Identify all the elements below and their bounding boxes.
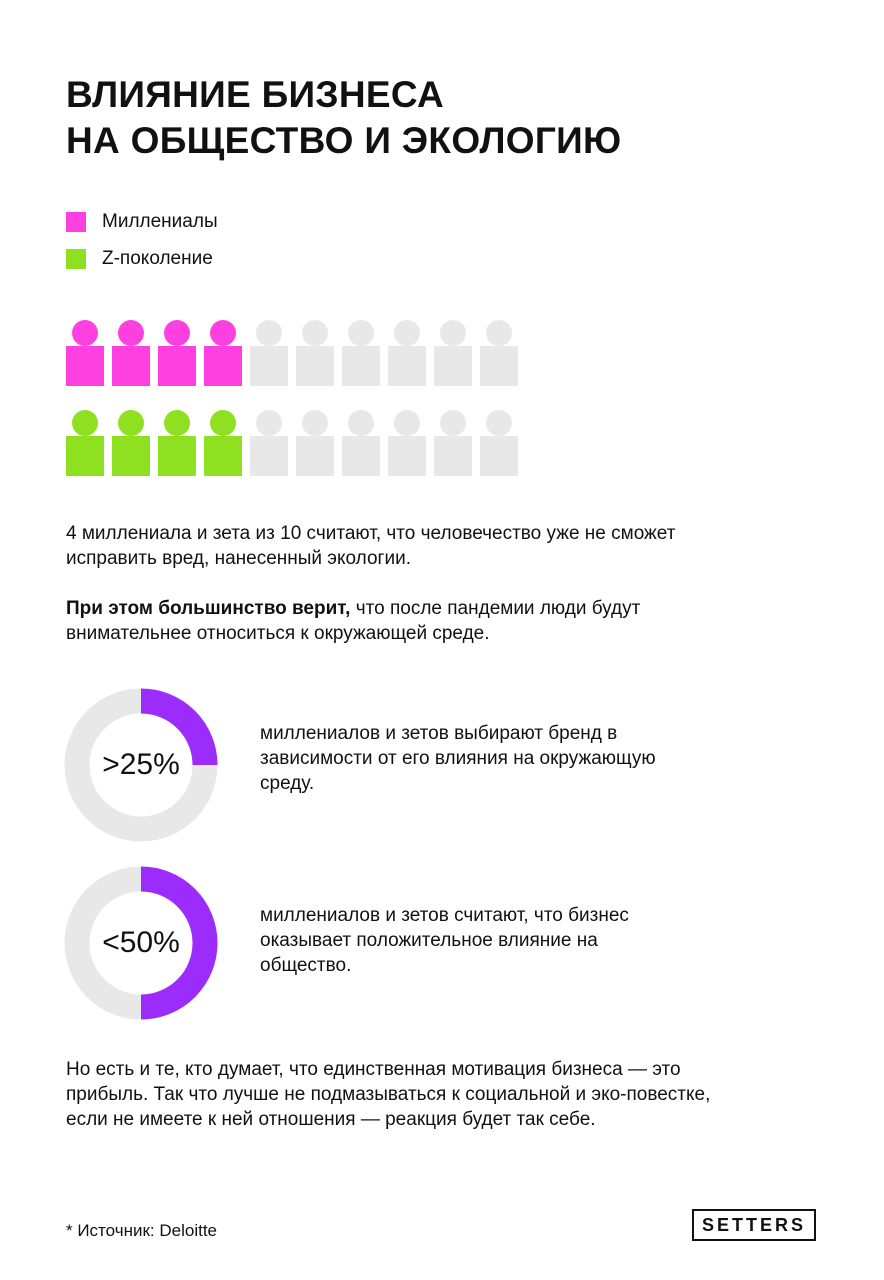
person-head <box>348 410 374 436</box>
person-body <box>66 346 104 386</box>
paragraph-conclusion: Но есть и те, кто думает, что единственная мотивация бизнеса — это прибыль. Так что лучше не подмазываться к социальной и эко-повестке, если не имеете к ней отношения — реакция будет так себе. <box>66 1059 711 1130</box>
person-head <box>118 410 144 436</box>
person-icon-millennials-9 <box>434 320 472 386</box>
person-icon-genz-1 <box>66 410 104 476</box>
person-body <box>480 346 518 386</box>
person-body <box>342 436 380 476</box>
pictogram-row-genz <box>66 410 526 476</box>
person-head <box>394 320 420 346</box>
person-head <box>256 410 282 436</box>
person-body <box>480 436 518 476</box>
paragraph-belief <box>66 596 686 646</box>
person-body <box>296 346 334 386</box>
person-icon-genz-5 <box>250 410 288 476</box>
person-icon-genz-10 <box>480 410 518 476</box>
person-head <box>72 410 98 436</box>
page-title <box>66 72 621 164</box>
person-head <box>118 320 144 346</box>
person-icon-genz-6 <box>296 410 334 476</box>
person-icon-millennials-5 <box>250 320 288 386</box>
person-icon-genz-7 <box>342 410 380 476</box>
person-icon-genz-9 <box>434 410 472 476</box>
donut-2-description: миллениалов и зетов считают, что бизнес оказывает положительное влияние на общество. <box>260 905 629 976</box>
person-body <box>66 436 104 476</box>
person-icon-millennials-6 <box>296 320 334 386</box>
person-head <box>394 410 420 436</box>
person-body <box>204 436 242 476</box>
brand-logo: SETTERS <box>692 1209 816 1241</box>
person-icon-millennials-3 <box>158 320 196 386</box>
person-head <box>256 320 282 346</box>
person-body <box>250 436 288 476</box>
legend-item-millennials <box>66 211 218 233</box>
person-head <box>486 410 512 436</box>
person-head <box>440 410 466 436</box>
paragraph-belief-rest: что после пандемии люди будут внимательнее относиться к окружающей среде. <box>66 598 641 644</box>
pictogram-row-millennials <box>66 320 526 386</box>
pictogram-chart <box>66 320 526 500</box>
paragraph-stat: 4 миллениала и зета из 10 считают, что человечество уже не сможет исправить вред, нанесенный экологии. <box>66 523 676 569</box>
person-body <box>158 436 196 476</box>
person-icon-millennials-2 <box>112 320 150 386</box>
title-line-1: ВЛИЯНИЕ БИЗНЕСА <box>66 74 445 115</box>
person-head <box>72 320 98 346</box>
person-body <box>342 346 380 386</box>
person-body <box>250 346 288 386</box>
legend-swatch-genz <box>66 249 86 269</box>
person-body <box>112 436 150 476</box>
person-head <box>302 410 328 436</box>
person-body <box>112 346 150 386</box>
person-head <box>440 320 466 346</box>
person-icon-genz-8 <box>388 410 426 476</box>
legend-swatch-millennials <box>66 212 86 232</box>
person-body <box>158 346 196 386</box>
person-body <box>388 346 426 386</box>
legend-item-genz <box>66 248 218 270</box>
person-icon-millennials-7 <box>342 320 380 386</box>
person-icon-millennials-10 <box>480 320 518 386</box>
donut-1-value: >25% <box>102 748 180 781</box>
person-head <box>164 410 190 436</box>
title-line-2: НА ОБЩЕСТВО И ЭКОЛОГИЮ <box>66 120 622 161</box>
donut-1-description: миллениалов и зетов выбирают бренд в зависимости от его влияния на окружающую среду. <box>260 723 656 794</box>
person-body <box>296 436 334 476</box>
person-icon-genz-3 <box>158 410 196 476</box>
legend-label-genz: Z-поколение <box>102 248 213 269</box>
legend <box>66 211 218 285</box>
donut-block-1 <box>64 688 824 843</box>
person-head <box>164 320 190 346</box>
paragraph-belief-bold: При этом большинство верит, <box>66 598 351 619</box>
person-head <box>302 320 328 346</box>
person-body <box>434 436 472 476</box>
donut-block-2 <box>64 866 824 1021</box>
person-body <box>434 346 472 386</box>
person-icon-millennials-4 <box>204 320 242 386</box>
person-icon-millennials-8 <box>388 320 426 386</box>
person-head <box>210 320 236 346</box>
person-head <box>486 320 512 346</box>
person-head <box>210 410 236 436</box>
person-head <box>348 320 374 346</box>
donut-2-value: <50% <box>102 926 180 959</box>
source-footnote: * Источник: Deloitte <box>66 1221 217 1240</box>
person-icon-genz-4 <box>204 410 242 476</box>
person-body <box>388 436 426 476</box>
person-body <box>204 346 242 386</box>
legend-label-millennials: Миллениалы <box>102 211 218 232</box>
person-icon-genz-2 <box>112 410 150 476</box>
person-icon-millennials-1 <box>66 320 104 386</box>
